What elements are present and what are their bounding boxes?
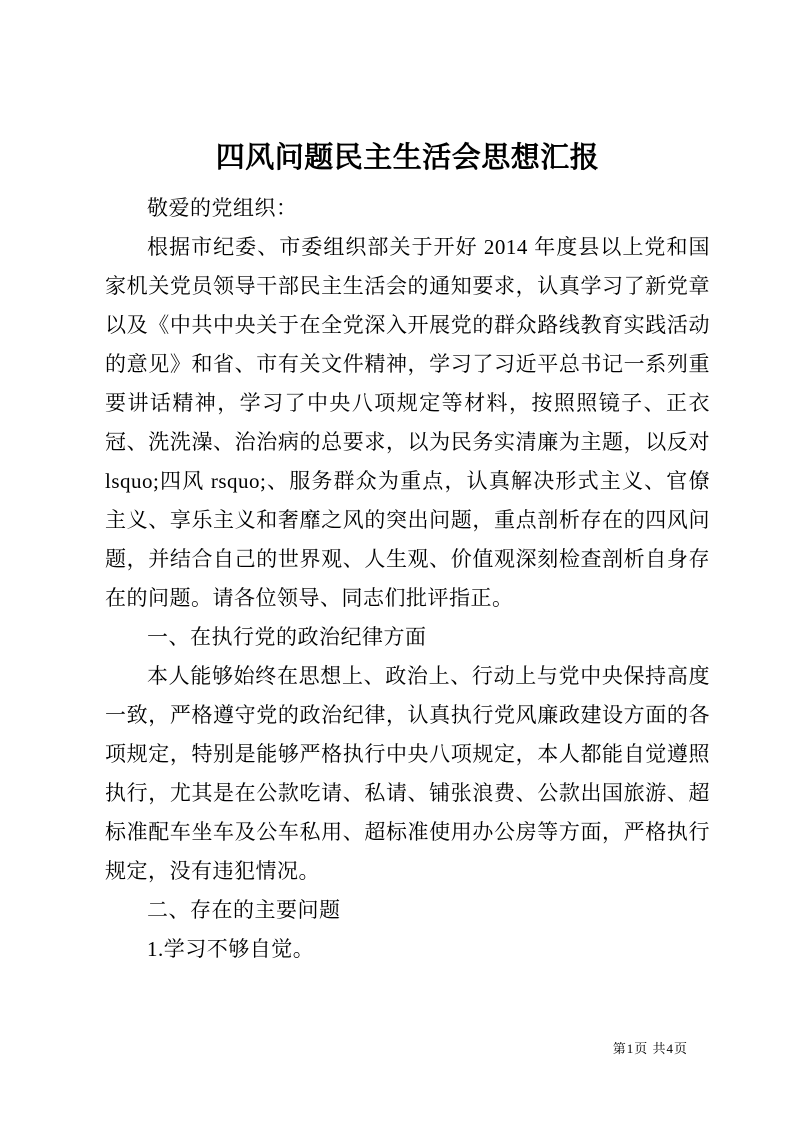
section-heading-1: 一、在执行党的政治纪律方面 — [147, 625, 427, 649]
paragraph-salutation: 敬爱的党组织： — [147, 196, 298, 220]
paragraph-section-1-body: 本人能够始终在思想上、政治上、行动上与党中央保持高度一致，严格遵守党的政治纪律，认真执行党风廉政建设方面的各项规定，特别是能够严格执行中央八项规定，本人都能自觉遵照执行，尤其是在公款吃请、私请、铺张浪费、公款出国旅游、超标准配车坐车及公车私用、超标准使用办公房等方面，严格执行规定，没有违犯情况。 — [105, 664, 710, 883]
document-title: 四风问题民主生活会思想汇报 — [215, 142, 600, 174]
section-heading-2: 二、存在的主要问题 — [147, 898, 341, 922]
paragraph-item-1: 1.学习不够自觉。 — [147, 937, 315, 961]
paragraph-intro: 根据市纪委、市委组织部关于开好 2014 年度县以上党和国家机关党员领导干部民主生活会的通知要求，认真学习了新党章以及《中共中央关于在全党深入开展党的群众路线教育实践活动的意见》和省、市有关文件精神，学习了习近平总书记一系列重要讲话精神，学习了中央八项规定等材料，按照照镜子、正衣冠、洗洗澡、治治病的总要求，以为民务实清廉为主题，以反对 lsquo;四风 rsquo;、服务群众为重点，认真解决形式主义、官僚主义、享乐主义和奢靡之风的突出问题，重点剖析存在的四风问题，并结合自己的世界观、人生观、价值观深刻检查剖析自身存在的问题。请各位领导、同志们批评指正。 — [105, 235, 710, 610]
page-number-indicator: 第1页 共4页 — [612, 1041, 688, 1056]
